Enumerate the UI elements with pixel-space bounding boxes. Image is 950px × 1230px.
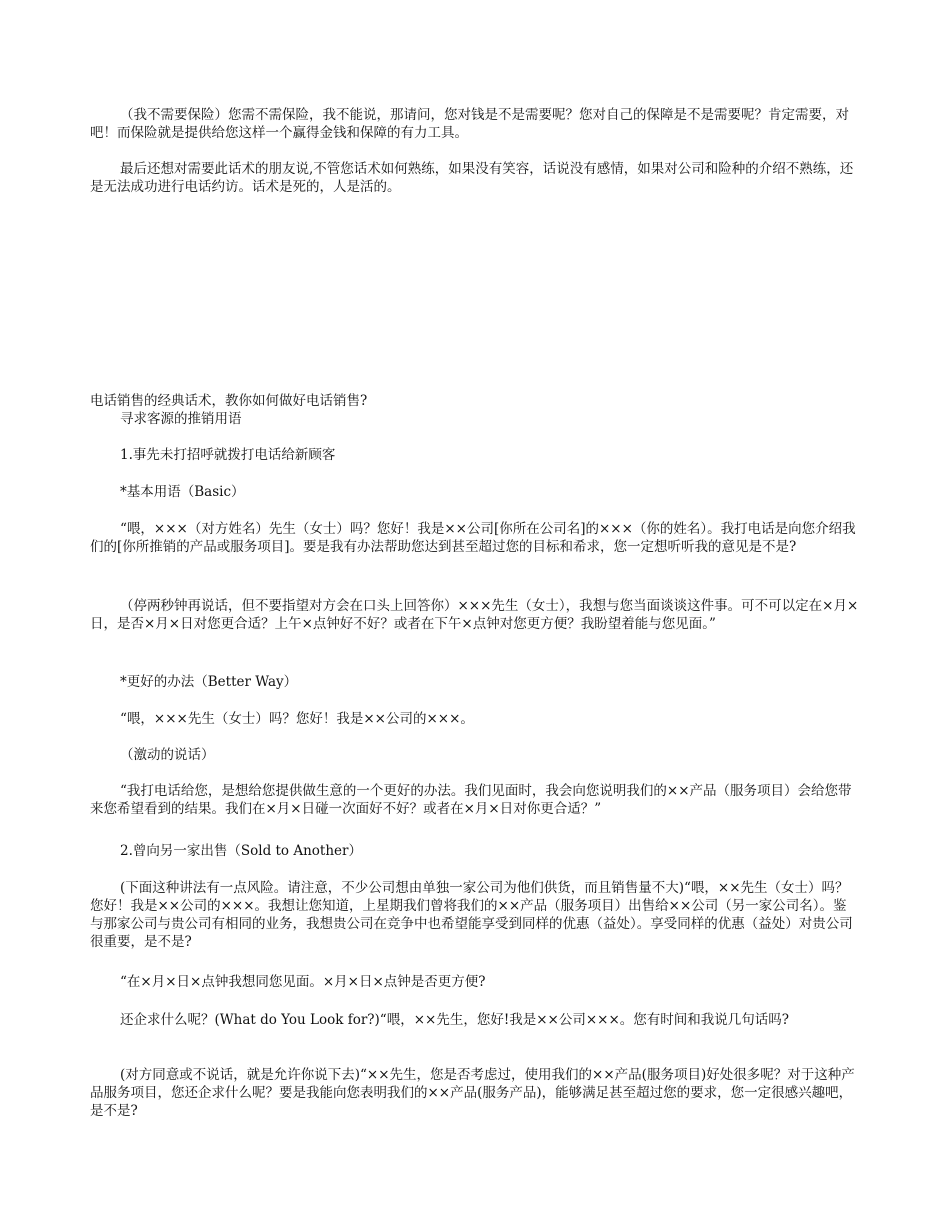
article-title: 电话销售的经典话术，教你如何做好电话销售? bbox=[90, 393, 368, 409]
look-for-paragraph-2: (对方同意或不说话，就是允许你说下去)“××先生，您是否考虑过，使用我们的××产品(服务项目)好处很多呢？对于这种产品服务项目，您还企求什么呢？要是我能向您表明我们的××产品(服务产品)，能够满足甚至超过您的要求，您一定很感兴趣吧，是不是? bbox=[90, 1067, 855, 1119]
basic-heading: *基本用语（Basic） bbox=[120, 484, 245, 500]
section-2-heading: 2.曾向另一家出售（Sold to Another） bbox=[120, 843, 362, 859]
article-subtitle: 寻求客源的推销用语 bbox=[120, 411, 242, 427]
better-way-paragraph-3: “我打电话给您，是想给您提供做生意的一个更好的办法。我们见面时，我会向您说明我们的××产品（服务项目）会给您带来您希望看到的结果。我们在×月×日碰一次面好不好？或者在×月×日对你更合适？” bbox=[90, 783, 852, 817]
look-for-paragraph-1: 还企求什么呢？(What do You Look for?)“喂，××先生，您好!我是××公司×××。您有时间和我说几句话吗? bbox=[120, 1012, 790, 1028]
sold-paragraph-1: (下面这种讲法有一点风险。请注意，不少公司想由单独一家公司为他们供货，而且销售量不大)“喂，××先生（女士）吗？您好！我是××公司的×××。我想让您知道，上星期我们曾将我们的××产品（服务项目）出售给××公司（另一家公司名）。鉴与那家公司与贵公司有相同的业务，我想贵公司在竞争中也希望能享受到同样的优惠（益处）。享受同样的优惠（益处）对贵公司很重要，是不是? bbox=[90, 880, 853, 950]
section-1-heading: 1.事先未打招呼就拨打电话给新顾客 bbox=[120, 447, 336, 463]
basic-paragraph-1: “喂，×××（对方姓名）先生（女士）吗？您好！我是××公司[你所在公司名]的×××（你的姓名）。我打电话是向您介绍我们的[你所推销的产品或服务项目]。要是我有办法帮助您达到甚至超过您的目标和希求，您一定想听听我的意见是不是? bbox=[90, 521, 856, 555]
better-way-heading: *更好的办法（Better Way） bbox=[120, 674, 298, 690]
basic-paragraph-2: （停两秒钟再说话，但不要指望对方会在口头上回答你）×××先生（女士），我想与您当面谈谈这件事。可不可以定在×月×日，是否×月×日对您更合适？上午×点钟好不好？或者在下午×点钟对您更方便？我盼望着能与您见面。” bbox=[90, 598, 859, 632]
paragraph-closing-advice: 最后还想对需要此话术的朋友说,不管您话术如何熟练，如果没有笑容，话说没有感情，如果对公司和险种的介绍不熟练，还是无法成功进行电话约访。话术是死的，人是活的。 bbox=[90, 161, 854, 195]
paragraph-insurance-objection: （我不需要保险）您需不需保险，我不能说，那请问，您对钱是不是需要呢？您对自己的保障是不是需要呢？肯定需要，对吧！而保险就是提供给您这样一个赢得金钱和保障的有力工具。 bbox=[90, 107, 849, 141]
sold-paragraph-2: “在×月×日×点钟我想同您见面。×月×日×点钟是否更方便? bbox=[120, 974, 486, 990]
better-way-paragraph-1: “喂，×××先生（女士）吗？您好！我是××公司的×××。 bbox=[120, 711, 474, 727]
better-way-paragraph-2: （激动的说话） bbox=[120, 747, 215, 763]
